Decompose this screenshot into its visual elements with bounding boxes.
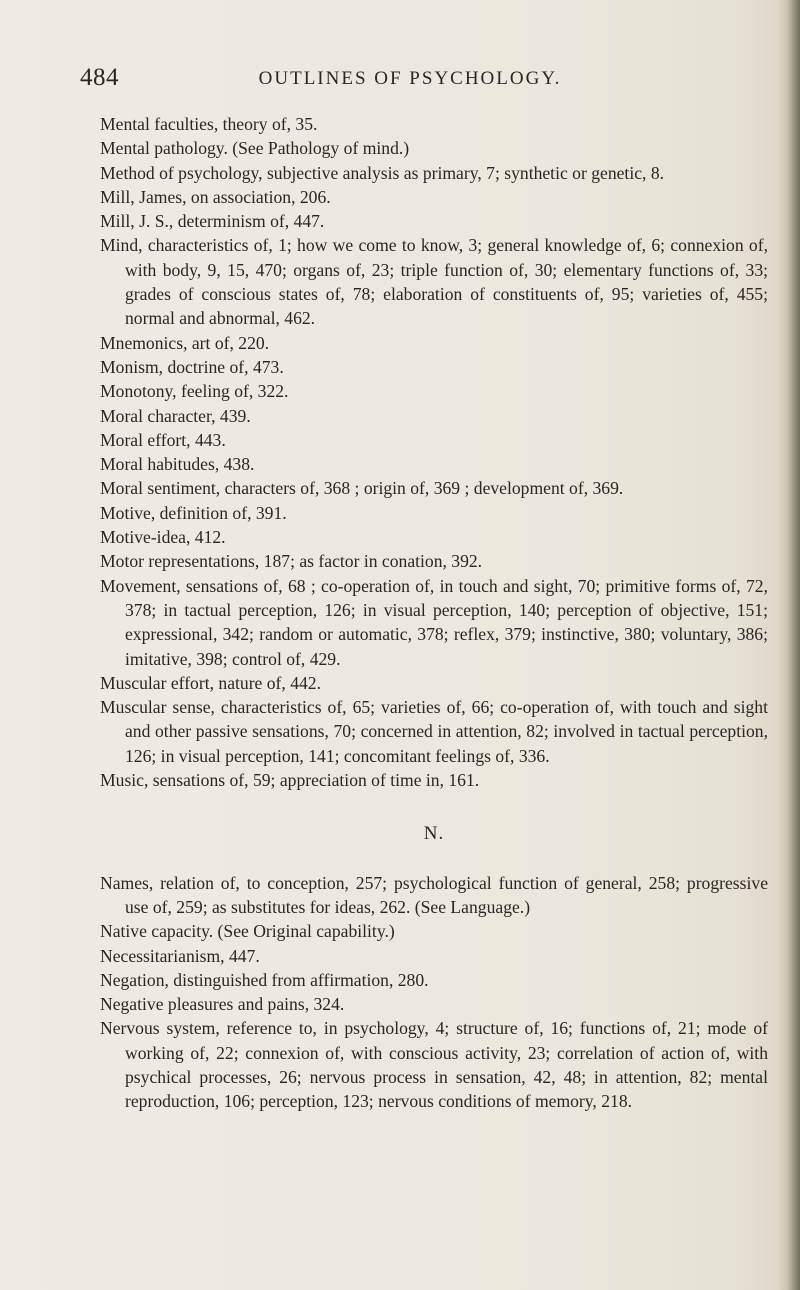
index-body	[100, 112, 768, 1114]
index-entry: Monism, doctrine of, 473.	[100, 356, 284, 377]
index-entry: Moral habitudes, 438.	[100, 454, 255, 475]
index-entry: Method of psychology, subjective analysis as primary, 7; synthetic or genetic, 8.	[100, 162, 665, 183]
index-entry: Monotony, feeling of, 322.	[100, 381, 289, 402]
index-entry: Movement, sensations of, 68 ; co-operation of, in touch and sight, 70; primitive forms of, 72, 378; in tactual perception, 126; in visual perception, 140; perception of objective, 151; expressional, 342; random or automatic, 378; reflex, 379; instinctive, 380; voluntary, 386; imitative, 398; control of, 429.	[100, 575, 768, 669]
index-entry: Motive, definition of, 391.	[100, 502, 287, 523]
index-entry: Mental pathology. (See Pathology of mind.)	[100, 138, 410, 159]
page-number: 484	[80, 64, 119, 91]
page-edge-shadow	[778, 0, 800, 1290]
index-entry: Music, sensations of, 59; appreciation of time in, 161.	[100, 770, 480, 791]
index-entry: Mental faculties, theory of, 35.	[100, 114, 318, 134]
index-entry: Muscular sense, characteristics of, 65; varieties of, 66; co-operation of, with touch and sight and other passive sensations, 70; concerned in attention, 82; involved in tactual perception, 126; in visual perception, 141; concomitant feelings of, 336.	[100, 697, 768, 766]
index-entry: Mill, James, on association, 206.	[100, 186, 331, 207]
index-entry: Mill, J. S., determinism of, 447.	[100, 211, 325, 232]
index-entry: Motor representations, 187; as factor in conation, 392.	[100, 551, 483, 572]
index-entry: Motive-idea, 412.	[100, 527, 226, 548]
index-entry: Mind, characteristics of, 1; how we come to know, 3; general knowledge of, 6; connexion of, with body, 9, 15, 470; organs of, 23; triple function of, 30; elementary functions of, 33; grades of conscious states of, 78; elaboration of constituents of, 95; varieties of, 455; normal and abnormal, 462.	[100, 235, 768, 329]
index-entry: Muscular effort, nature of, 442.	[100, 672, 321, 693]
index-entry: Negative pleasures and pains, 324.	[100, 994, 345, 1015]
index-entry: Moral sentiment, characters of, 368 ; origin of, 369 ; development of, 369.	[100, 478, 624, 499]
page-header	[80, 64, 760, 94]
index-entry: Negation, distinguished from affirmation, 280.	[100, 969, 429, 990]
index-entry: Names, relation of, to conception, 257; psychological function of general, 258; progressive use of, 259; as substitutes for ideas, 262. (See Language.)	[100, 872, 768, 917]
section-letter-heading: N.	[423, 823, 445, 845]
index-entry: Moral character, 439.	[100, 405, 251, 426]
index-entry: Nervous system, reference to, in psychology, 4; structure of, 16; functions of, 21; mode of working of, 22; connexion of, with conscious activity, 23; correlation of action of, with psychical processes, 26; nervous process in sensation, 42, 48; in attention, 82; mental reproduction, 106; perception, 123; nervous conditions of memory, 218.	[100, 1018, 768, 1112]
index-entry: Native capacity. (See Original capability.)	[100, 921, 395, 942]
index-entry: Moral effort, 443.	[100, 429, 226, 450]
index-entry: Mnemonics, art of, 220.	[100, 332, 270, 353]
index-entry: Necessitarianism, 447.	[100, 945, 260, 966]
running-head: OUTLINES OF PSYCHOLOGY.	[258, 68, 562, 89]
